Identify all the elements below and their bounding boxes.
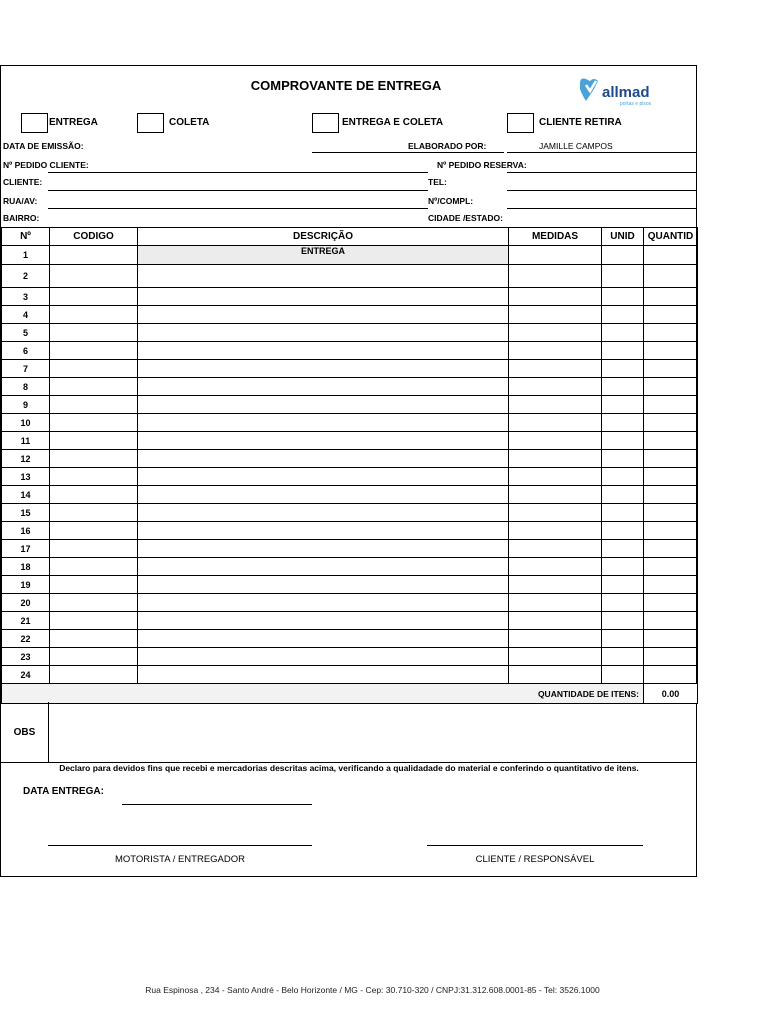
row-number: 14: [2, 486, 50, 504]
row-number: 23: [2, 648, 50, 666]
row-number: 20: [2, 594, 50, 612]
medidas-cell[interactable]: [509, 265, 602, 288]
row-number: 4: [2, 306, 50, 324]
unid-cell[interactable]: [602, 486, 644, 504]
medidas-cell[interactable]: [509, 540, 602, 558]
table-row: [2, 468, 698, 486]
unid-cell[interactable]: [602, 594, 644, 612]
table-row: [2, 342, 698, 360]
descricao-cell[interactable]: [138, 378, 509, 396]
row-number: 24: [2, 666, 50, 684]
codigo-cell[interactable]: [50, 576, 138, 594]
row-number: 16: [2, 522, 50, 540]
codigo-cell[interactable]: [50, 540, 138, 558]
checkbox-entrega-e-coleta[interactable]: [312, 113, 339, 133]
unid-cell[interactable]: [602, 306, 644, 324]
allmad-logo: [576, 73, 666, 113]
medidas-cell[interactable]: [509, 666, 602, 684]
quantid-cell[interactable]: [644, 540, 698, 558]
medidas-cell[interactable]: [509, 306, 602, 324]
logo-tagline: portas e pisos: [620, 101, 652, 107]
codigo-cell[interactable]: [50, 396, 138, 414]
quantid-cell[interactable]: [644, 612, 698, 630]
unid-cell[interactable]: [602, 414, 644, 432]
table-row: [2, 324, 698, 342]
descricao-cell[interactable]: [138, 576, 509, 594]
rua-label: RUA/AV:: [3, 196, 38, 206]
header-num: Nº: [2, 228, 50, 246]
descricao-cell[interactable]: [138, 450, 509, 468]
row-number: 6: [2, 342, 50, 360]
row-number: 13: [2, 468, 50, 486]
codigo-cell[interactable]: [50, 378, 138, 396]
medidas-cell[interactable]: [509, 342, 602, 360]
medidas-cell[interactable]: [509, 594, 602, 612]
delivery-receipt-form: [0, 65, 697, 877]
descricao-cell[interactable]: [138, 558, 509, 576]
checkbox-entrega-label: ENTREGA: [49, 117, 98, 128]
medidas-cell[interactable]: [509, 468, 602, 486]
descricao-cell[interactable]: [138, 666, 509, 684]
obs-field[interactable]: [50, 702, 696, 762]
tel-label: TEL:: [428, 177, 447, 187]
table-row: [2, 265, 698, 288]
table-row: [2, 576, 698, 594]
descricao-cell[interactable]: [138, 396, 509, 414]
codigo-cell[interactable]: [50, 486, 138, 504]
unid-cell[interactable]: [602, 450, 644, 468]
unid-cell[interactable]: [602, 396, 644, 414]
codigo-cell[interactable]: [50, 414, 138, 432]
medidas-cell[interactable]: [509, 450, 602, 468]
cliente-signature-label: CLIENTE / RESPONSÁVEL: [475, 854, 595, 865]
table-row: [2, 522, 698, 540]
form-title: COMPROVANTE DE ENTREGA: [250, 78, 442, 93]
tel-line: [507, 190, 697, 191]
descricao-cell[interactable]: [138, 594, 509, 612]
quantity-label: QUANTIDADE DE ITENS:: [2, 684, 644, 704]
pedido-reserva-line: [507, 172, 697, 173]
descricao-cell[interactable]: [138, 360, 509, 378]
row-number: 2: [2, 265, 50, 288]
unid-cell[interactable]: [602, 522, 644, 540]
codigo-cell[interactable]: [50, 648, 138, 666]
quantid-cell[interactable]: [644, 648, 698, 666]
row-number: 5: [2, 324, 50, 342]
row-number: 18: [2, 558, 50, 576]
codigo-cell[interactable]: [50, 432, 138, 450]
table-row: [2, 558, 698, 576]
quantid-cell[interactable]: [644, 630, 698, 648]
quantid-cell[interactable]: [644, 288, 698, 306]
cidade-label: CIDADE /ESTADO:: [428, 213, 503, 223]
quantid-cell[interactable]: [644, 486, 698, 504]
table-row: [2, 612, 698, 630]
quantid-cell[interactable]: [644, 265, 698, 288]
unid-cell[interactable]: [602, 630, 644, 648]
table-row: [2, 306, 698, 324]
header-medidas: MEDIDAS: [509, 228, 602, 246]
checkbox-coleta-label: COLETA: [169, 117, 210, 128]
codigo-cell[interactable]: [50, 324, 138, 342]
header-descricao: DESCRIÇÃO: [138, 228, 509, 246]
table-row: [2, 414, 698, 432]
table-row: [2, 396, 698, 414]
row-number: 9: [2, 396, 50, 414]
unid-cell[interactable]: [602, 324, 644, 342]
checkbox-cliente-retira-label: CLIENTE RETIRA: [539, 117, 622, 128]
medidas-cell[interactable]: [509, 360, 602, 378]
row-number: 15: [2, 504, 50, 522]
medidas-cell[interactable]: [509, 522, 602, 540]
descricao-cell[interactable]: [138, 306, 509, 324]
codigo-cell[interactable]: [50, 306, 138, 324]
codigo-cell[interactable]: [50, 450, 138, 468]
motorista-signature-label: MOTORISTA / ENTREGADOR: [114, 854, 246, 865]
unid-cell[interactable]: [602, 246, 644, 265]
unid-cell[interactable]: [602, 360, 644, 378]
quantid-cell[interactable]: [644, 306, 698, 324]
descricao-cell[interactable]: [138, 265, 509, 288]
quantid-cell[interactable]: [644, 450, 698, 468]
quantity-row: [2, 684, 698, 704]
data-emissao-line: [312, 152, 504, 153]
footer-address: Rua Espinosa , 234 - Santo André - Belo Horizonte / MG - Cep: 30.710-320 / CNPJ:31.312.608.0001-85 - Tel: 3526.1000: [145, 985, 600, 995]
quantid-cell[interactable]: [644, 522, 698, 540]
medidas-cell[interactable]: [509, 432, 602, 450]
checkbox-entrega[interactable]: [21, 113, 48, 133]
unid-cell[interactable]: [602, 558, 644, 576]
quantid-cell[interactable]: [644, 666, 698, 684]
table-row: [2, 450, 698, 468]
cliente-signature-line[interactable]: [427, 845, 643, 846]
row-number: 12: [2, 450, 50, 468]
descricao-cell[interactable]: [138, 288, 509, 306]
header-codigo: CODIGO: [50, 228, 138, 246]
unid-cell[interactable]: [602, 540, 644, 558]
checkbox-entrega-e-coleta-label: ENTREGA E COLETA: [342, 117, 444, 128]
obs-label: OBS: [1, 702, 49, 762]
table-row: [2, 486, 698, 504]
quantid-cell[interactable]: [644, 246, 698, 265]
quantid-cell[interactable]: [644, 576, 698, 594]
elaborado-por-label: ELABORADO POR:: [408, 141, 487, 151]
row-number: 10: [2, 414, 50, 432]
quantid-cell[interactable]: [644, 342, 698, 360]
obs-section: [1, 702, 697, 763]
table-row: [2, 648, 698, 666]
descricao-cell[interactable]: [138, 468, 509, 486]
medidas-cell[interactable]: [509, 414, 602, 432]
logo-text: allmad: [602, 84, 650, 101]
pedido-reserva-label: Nº PEDIDO RESERVA:: [437, 160, 527, 170]
compl-line: [507, 208, 697, 209]
compl-label: Nº/COMPL:: [428, 196, 474, 206]
descricao-cell[interactable]: [138, 648, 509, 666]
medidas-cell[interactable]: [509, 486, 602, 504]
codigo-cell[interactable]: [50, 360, 138, 378]
table-row: [2, 630, 698, 648]
logo-mark-icon: [576, 73, 666, 113]
codigo-cell[interactable]: [50, 630, 138, 648]
codigo-cell[interactable]: [50, 288, 138, 306]
descricao-cell[interactable]: [138, 504, 509, 522]
quantid-cell[interactable]: [644, 432, 698, 450]
unid-cell[interactable]: [602, 468, 644, 486]
quantid-cell[interactable]: [644, 360, 698, 378]
quantid-cell[interactable]: [644, 468, 698, 486]
quantid-cell[interactable]: [644, 558, 698, 576]
table-row: [2, 594, 698, 612]
codigo-cell[interactable]: [50, 522, 138, 540]
declaration-text: Declaro para devidos fins que recebi e mercadorias descritas acima, verificando a qualidadade do material e conferindo o quantitativo de itens.: [59, 763, 639, 773]
descricao-cell[interactable]: [138, 414, 509, 432]
motorista-signature-line[interactable]: [48, 845, 312, 846]
descricao-cell[interactable]: [138, 324, 509, 342]
row-number: 8: [2, 378, 50, 396]
unid-cell[interactable]: [602, 342, 644, 360]
codigo-cell[interactable]: [50, 342, 138, 360]
medidas-cell[interactable]: [509, 246, 602, 265]
items-table: [1, 227, 698, 704]
quantid-cell[interactable]: [644, 378, 698, 396]
row-number: 21: [2, 612, 50, 630]
medidas-cell[interactable]: [509, 648, 602, 666]
elaborado-por-value[interactable]: JAMILLE CAMPOS: [539, 141, 613, 151]
codigo-cell[interactable]: [50, 504, 138, 522]
codigo-cell[interactable]: [50, 594, 138, 612]
medidas-cell[interactable]: [509, 288, 602, 306]
header-unid: UNID: [602, 228, 644, 246]
table-row: [2, 504, 698, 522]
unid-cell[interactable]: [602, 612, 644, 630]
unid-cell[interactable]: [602, 288, 644, 306]
descricao-cell[interactable]: [138, 540, 509, 558]
descricao-cell[interactable]: ENTREGA: [138, 246, 509, 265]
codigo-cell[interactable]: [50, 558, 138, 576]
medidas-cell[interactable]: [509, 630, 602, 648]
descricao-cell[interactable]: [138, 612, 509, 630]
row-number: 11: [2, 432, 50, 450]
unid-cell[interactable]: [602, 432, 644, 450]
codigo-cell[interactable]: [50, 468, 138, 486]
descricao-cell[interactable]: [138, 630, 509, 648]
quantity-value: 0.00: [644, 684, 698, 704]
medidas-cell[interactable]: [509, 396, 602, 414]
row-number: 19: [2, 576, 50, 594]
bairro-label: BAIRRO:: [3, 213, 40, 223]
medidas-cell[interactable]: [509, 612, 602, 630]
row-number: 1: [2, 246, 50, 265]
row-number: 17: [2, 540, 50, 558]
row-number: 22: [2, 630, 50, 648]
cliente-label: CLIENTE:: [3, 177, 43, 187]
unid-cell[interactable]: [602, 265, 644, 288]
table-row: [2, 360, 698, 378]
medidas-cell[interactable]: [509, 324, 602, 342]
rua-line: [48, 208, 428, 209]
pedido-cliente-line: [48, 172, 428, 173]
table-row: [2, 432, 698, 450]
checkbox-cliente-retira[interactable]: [507, 113, 534, 133]
table-row: [2, 378, 698, 396]
cliente-line: [48, 190, 428, 191]
descricao-cell[interactable]: [138, 342, 509, 360]
unid-cell[interactable]: [602, 504, 644, 522]
row-number: 7: [2, 360, 50, 378]
table-row: [2, 666, 698, 684]
checkbox-coleta[interactable]: [137, 113, 164, 133]
quantid-cell[interactable]: [644, 396, 698, 414]
medidas-cell[interactable]: [509, 558, 602, 576]
medidas-cell[interactable]: [509, 576, 602, 594]
unid-cell[interactable]: [602, 576, 644, 594]
data-emissao-label: DATA DE EMISSÃO:: [3, 141, 84, 151]
medidas-cell[interactable]: [509, 504, 602, 522]
unid-cell[interactable]: [602, 648, 644, 666]
codigo-cell[interactable]: [50, 265, 138, 288]
codigo-cell[interactable]: [50, 666, 138, 684]
quantid-cell[interactable]: [644, 594, 698, 612]
descricao-cell[interactable]: [138, 486, 509, 504]
table-row: [2, 246, 698, 265]
table-header-row: [2, 228, 698, 246]
data-entrega-label: DATA ENTREGA:: [23, 786, 104, 797]
table-row: [2, 288, 698, 306]
quantid-cell[interactable]: [644, 504, 698, 522]
descricao-cell[interactable]: [138, 432, 509, 450]
descricao-cell[interactable]: [138, 522, 509, 540]
quantid-cell[interactable]: [644, 414, 698, 432]
codigo-cell[interactable]: [50, 246, 138, 265]
medidas-cell[interactable]: [509, 378, 602, 396]
header-quantid: QUANTID: [644, 228, 698, 246]
unid-cell[interactable]: [602, 378, 644, 396]
quantid-cell[interactable]: [644, 324, 698, 342]
codigo-cell[interactable]: [50, 612, 138, 630]
unid-cell[interactable]: [602, 666, 644, 684]
elaborado-por-line: [507, 152, 697, 153]
table-row: [2, 540, 698, 558]
pedido-cliente-label: Nº PEDIDO CLIENTE:: [3, 160, 89, 170]
data-entrega-line[interactable]: [122, 804, 312, 805]
row-number: 3: [2, 288, 50, 306]
